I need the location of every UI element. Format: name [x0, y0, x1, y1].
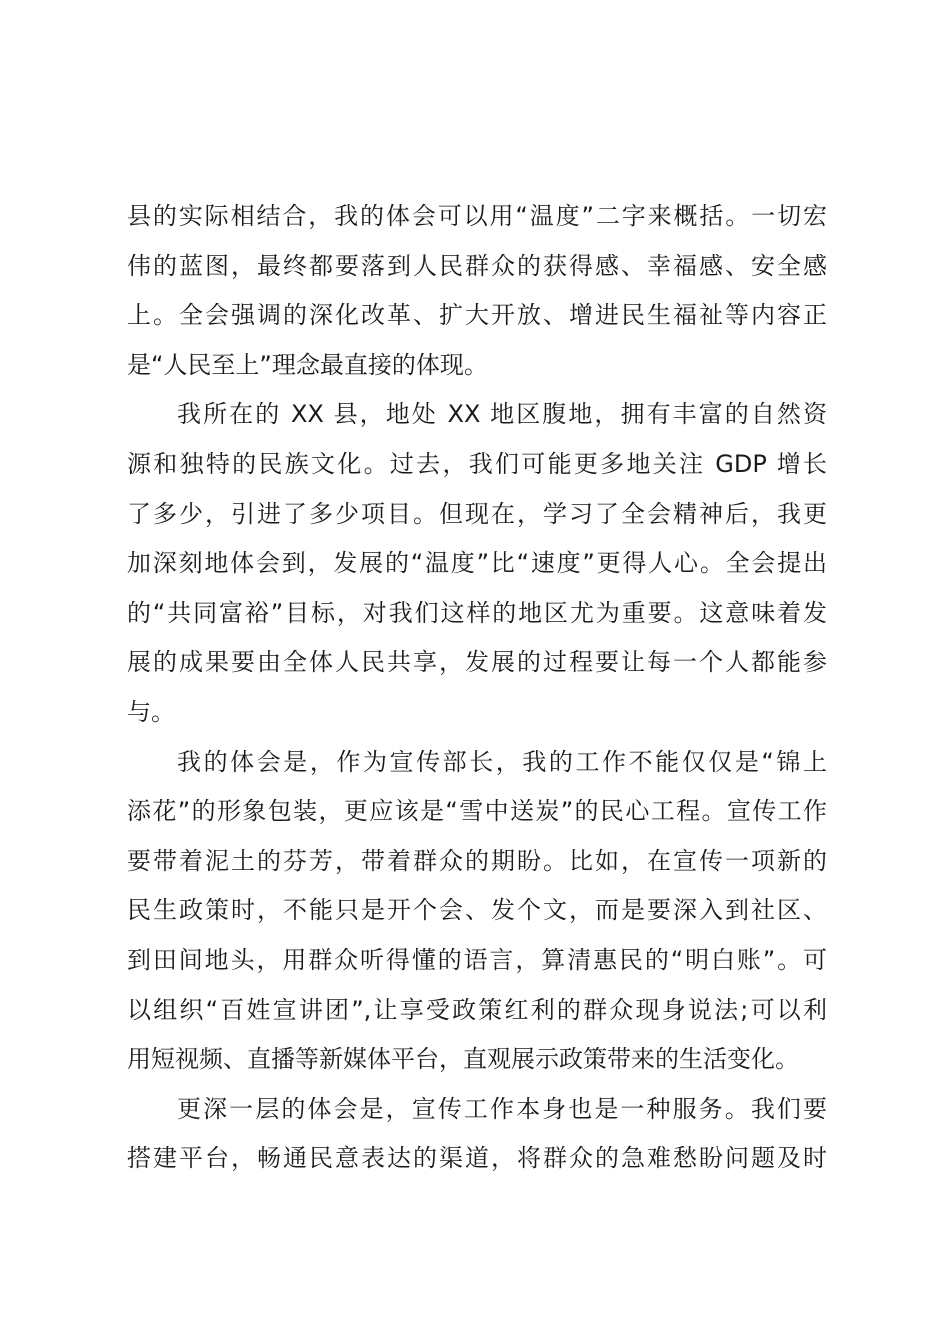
body-text — [127, 192, 827, 1184]
text-line: 展的成果要由全体人民共享，发展的过程要让每一个人都能参 — [127, 648, 827, 677]
text-line: 源和独特的民族文化。过去，我们可能更多地关注 GDP 增长 — [127, 449, 827, 478]
text-line: 搭建平台，畅通民意表达的渠道，将群众的急难愁盼问题及时 — [127, 1144, 827, 1173]
text-line: 以组织“百姓宣讲团”,让享受政策红利的群众现身说法;可以利 — [127, 995, 827, 1024]
text-line: 上。全会强调的深化改革、扩大开放、增进民生福祉等内容正 — [127, 301, 827, 330]
text-line: 我的体会是，作为宣传部长，我的工作不能仅仅是“锦上 — [177, 747, 827, 776]
text-line: 要带着泥土的芬芳，带着群众的期盼。比如，在宣传一项新的 — [127, 846, 827, 875]
text-line: 了多少，引进了多少项目。但现在，学习了全会精神后，我更 — [127, 499, 827, 528]
text-line: 是“人民至上”理念最直接的体现。 — [127, 350, 488, 379]
text-line: 加深刻地体会到，发展的“温度”比“速度”更得人心。全会提出 — [127, 549, 827, 578]
paragraph-2 — [127, 390, 827, 737]
text-line: 到田间地头，用群众听得懂的语言，算清惠民的“明白账”。可 — [127, 945, 827, 974]
paragraph-1 — [127, 192, 827, 390]
paragraph-4 — [127, 1085, 827, 1184]
text-line: 的“共同富裕”目标，对我们这样的地区尤为重要。这意味着发 — [127, 598, 827, 627]
paragraph-3 — [127, 738, 827, 1085]
text-line: 县的实际相结合，我的体会可以用“温度”二字来概括。一切宏 — [127, 202, 827, 230]
text-line: 更深一层的体会是，宣传工作本身也是一种服务。我们要 — [177, 1094, 827, 1123]
text-line: 伟的蓝图，最终都要落到人民群众的获得感、幸福感、安全感 — [127, 251, 827, 280]
text-line: 添花”的形象包装，更应该是“雪中送炭”的民心工程。宣传工作 — [127, 797, 827, 826]
text-line: 我所在的 XX 县，地处 XX 地区腹地，拥有丰富的自然资 — [177, 400, 827, 429]
text-line: 与。 — [127, 697, 175, 726]
text-line: 用短视频、直播等新媒体平台，直观展示政策带来的生活变化。 — [127, 1045, 799, 1074]
text-line: 民生政策时，不能只是开个会、发个文，而是要深入到社区、 — [127, 896, 827, 925]
